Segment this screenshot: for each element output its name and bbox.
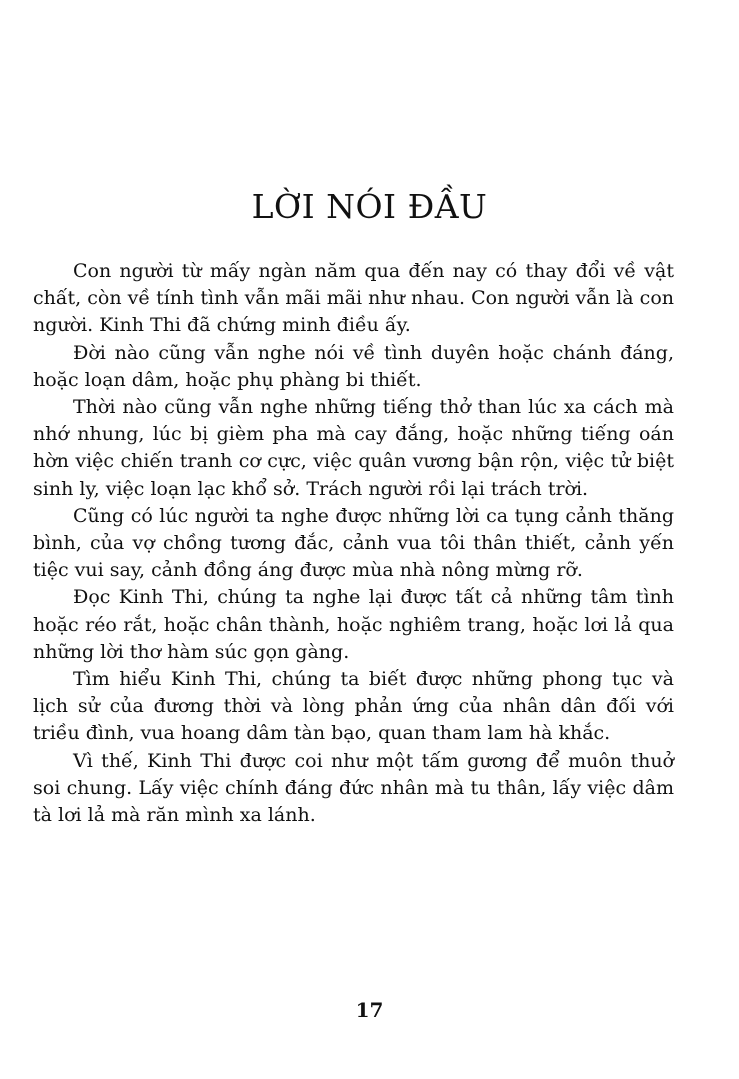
page-number: 17 [355,998,384,1022]
paragraph-7: Vì thế, Kinh Thi được coi như một tấm gương để muôn thuở soi chung. Lấy việc chính đáng đức nhân mà tu thân, lấy việc dâm tà lơi lả mà răn mình xa lánh. [33,749,674,827]
paragraph-2: Đời nào cũng vẫn nghe nói về tình duyên hoặc chánh đáng, hoặc loạn dâm, hoặc phụ phàng bi thiết. [33,341,674,391]
paragraph-3: Thời nào cũng vẫn nghe những tiếng thở than lúc xa cách mà nhớ nhung, lúc bị gièm pha mà cay đắng, hoặc những tiếng oán hờn việc chiến tranh cơ cực, việc quân vương bận rộn, việc tử biệt sinh ly, việc loạn lạc khổ sở. Trách người rồi lại trách trời. [33,396,674,500]
paragraph-5: Đọc Kinh Thi, chúng ta nghe lại được tất cả những tâm tình hoặc réo rắt, hoặc chân thành, hoặc nghiêm trang, hoặc lơi lả qua những lời thơ hàm súc gọn gàng. [33,586,674,663]
paragraph-6: Tìm hiểu Kinh Thi, chúng ta biết được những phong tục và lịch sử của đương thời và lòng phản ứng của nhân dân đối với triều đình, vua hoang dâm tàn bạo, quan tham lam hà khắc. [33,668,674,745]
paragraph-4: Cũng có lúc người ta nghe được những lời ca tụng cảnh thăng bình, của vợ chồng tương đắc, cảnh vua tôi thân thiết, cảnh yến tiệc vui say, cảnh đồng áng được mùa nhà nông mừng rỡ. [33,504,674,582]
paragraph-1: Con người từ mấy ngàn năm qua đến nay có thay đổi về vật chất, còn về tính tình vẫn mãi mãi như nhau. Con người vẫn là con người. Kinh Thi đã chứng minh điều ấy. [33,260,674,337]
page-title: LỜI NÓI ĐẦU [251,187,488,227]
body-text [33,258,674,829]
